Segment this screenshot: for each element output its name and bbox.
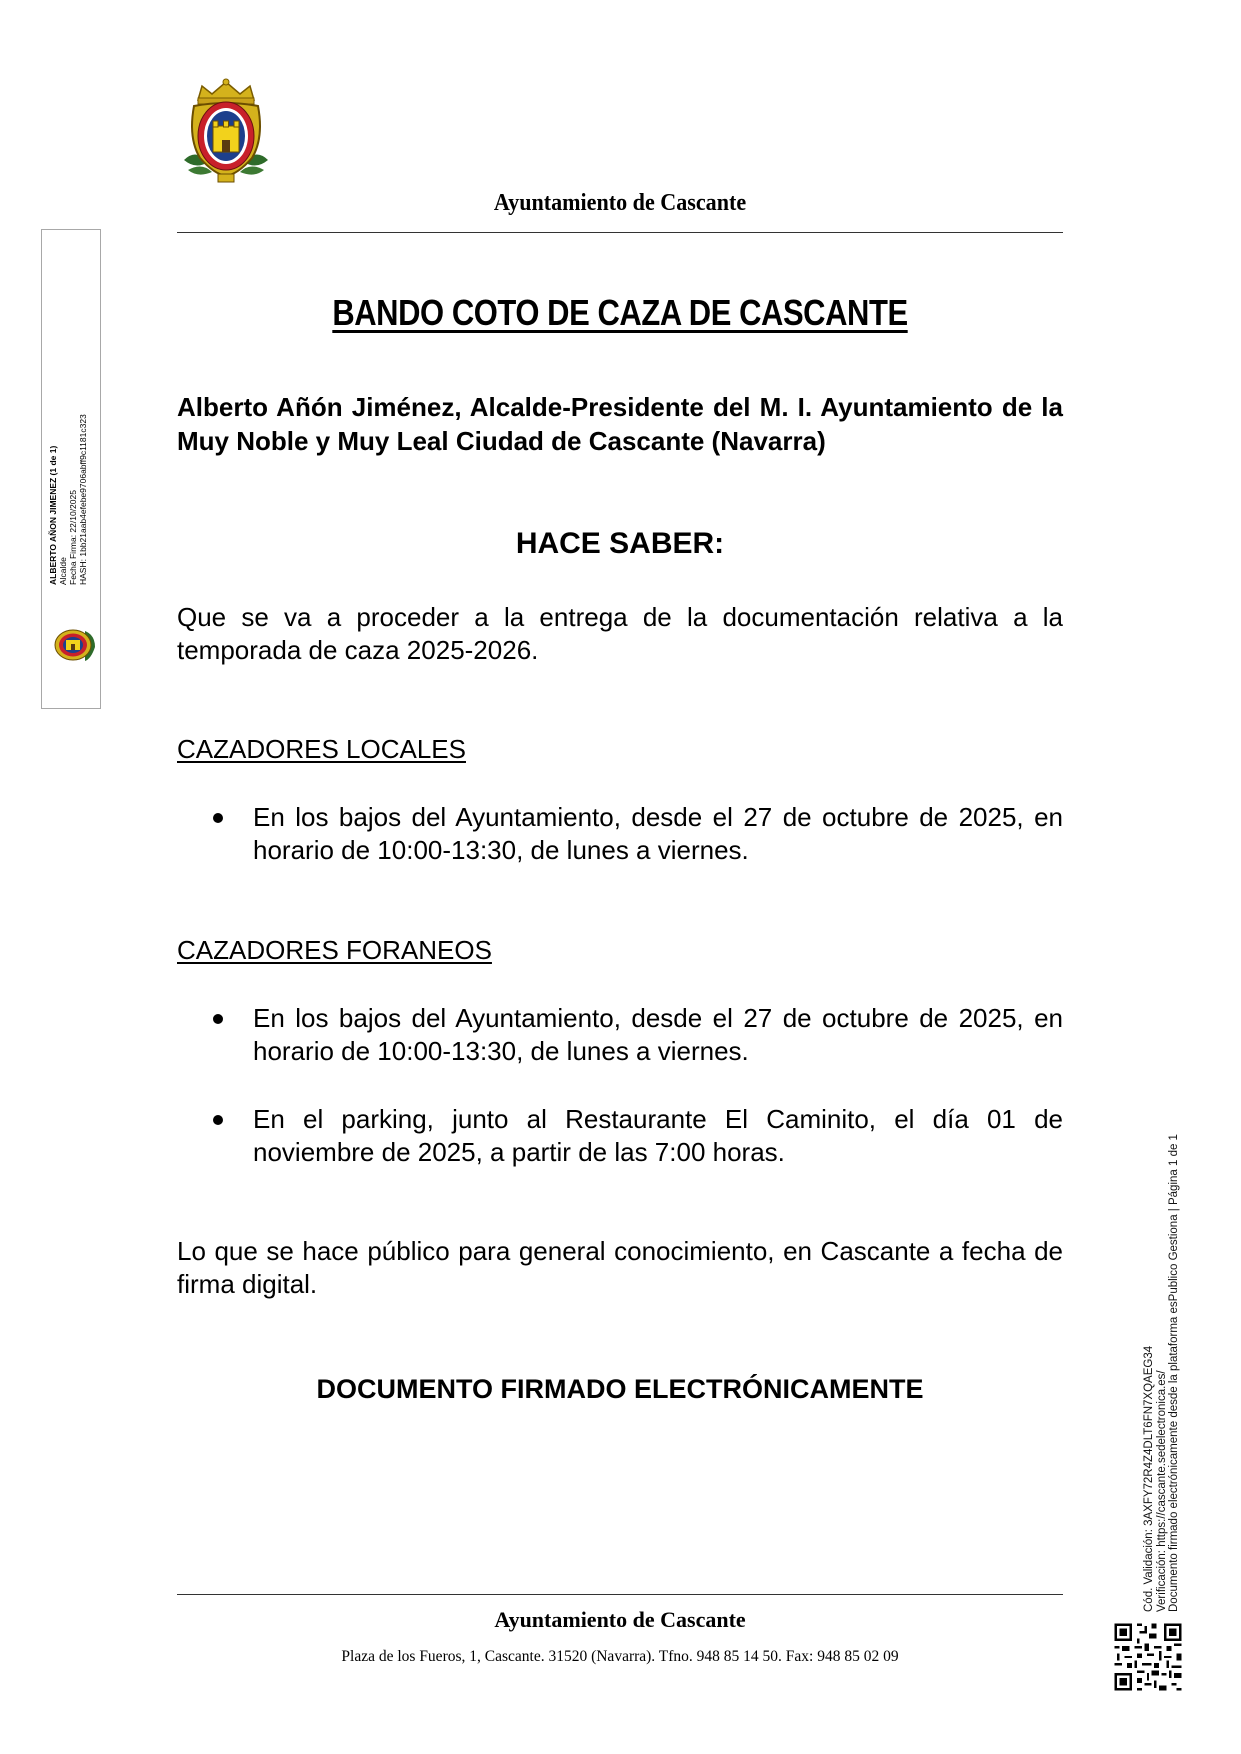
header-divider — [177, 232, 1063, 233]
signer-role: Alcalde — [58, 557, 68, 585]
list-item-text: En el parking, junto al Restaurante El Caminito, el día 01 de noviembre de 2025, a partir de las 7:00 horas. — [253, 1104, 1063, 1167]
signer-name: ALBERTO AÑON JIMENEZ (1 de 1) — [48, 445, 58, 585]
list-item-text: En los bajos del Ayuntamiento, desde el 27 de octubre de 2025, en horario de 10:00-13:30, de lunes a viernes. — [253, 802, 1063, 865]
section-heading-locales: CAZADORES LOCALES — [177, 734, 466, 764]
coat-of-arms-icon — [180, 78, 272, 184]
verification-info — [1143, 1134, 1181, 1612]
qr-code-icon[interactable] — [1112, 1621, 1184, 1693]
signature-hash: HASH: 1bb21aab4efebe9706abff9c1181c323 — [78, 414, 88, 585]
paragraph-documentation: Que se va a proceder a la entrega de la documentación relativa a la temporada de caza 2025-2026. — [177, 602, 1063, 665]
bullet-icon — [213, 813, 223, 823]
bullet-icon — [213, 1014, 223, 1024]
list-item — [177, 1103, 1063, 1169]
section-heading-foraneos: CAZADORES FORANEOS — [177, 935, 492, 965]
closing-paragraph: Lo que se hace público para general conocimiento, en Cascante a fecha de firma digital. — [177, 1236, 1063, 1299]
signature-stamp-text — [48, 365, 88, 585]
footer-organization: Ayuntamiento de Cascante — [494, 1607, 746, 1632]
validation-code: Cód. Validación: 3AXFY72R4Z4DLT6FN7XQAEG34 — [1143, 1345, 1155, 1612]
verification-url[interactable]: Verificación: https://cascante.sedelectronica.es/ — [1155, 1370, 1168, 1612]
list-item-text: En los bajos del Ayuntamiento, desde el 27 de octubre de 2025, en horario de 10:00-13:30, de lunes a viernes. — [253, 1003, 1063, 1066]
announcement-heading: HACE SABER: — [515, 527, 725, 560]
stamp-crest-icon — [51, 625, 97, 665]
signed-notice: DOCUMENTO FIRMADO ELECTRÓNICAMENTE — [316, 1374, 924, 1404]
bullet-icon — [213, 1115, 223, 1125]
mayor-intro: Alberto Añón Jiménez, Alcalde-Presidente del M. I. Ayuntamiento de la Muy Noble y Muy Leal Ciudad de Cascante (Navarra) — [177, 392, 1063, 456]
list-item — [177, 1002, 1063, 1068]
footer-address: Plaza de los Fueros, 1, Cascante. 31520 (Navarra). Tfno. 948 85 14 50. Fax: 948 85 02 09 — [341, 1648, 899, 1665]
list-item — [177, 801, 1063, 867]
footer-divider — [177, 1594, 1063, 1595]
signature-date: Fecha Firma: 22/10/2025 — [68, 490, 78, 585]
header-organization: Ayuntamiento de Cascante — [493, 190, 747, 216]
platform-note: Documento firmado electrónicamente desde la plataforma esPublico Gestiona | Página 1 de 1 — [1168, 1134, 1180, 1612]
document-title: BANDO COTO DE CAZA DE CASCANTE — [332, 292, 908, 333]
